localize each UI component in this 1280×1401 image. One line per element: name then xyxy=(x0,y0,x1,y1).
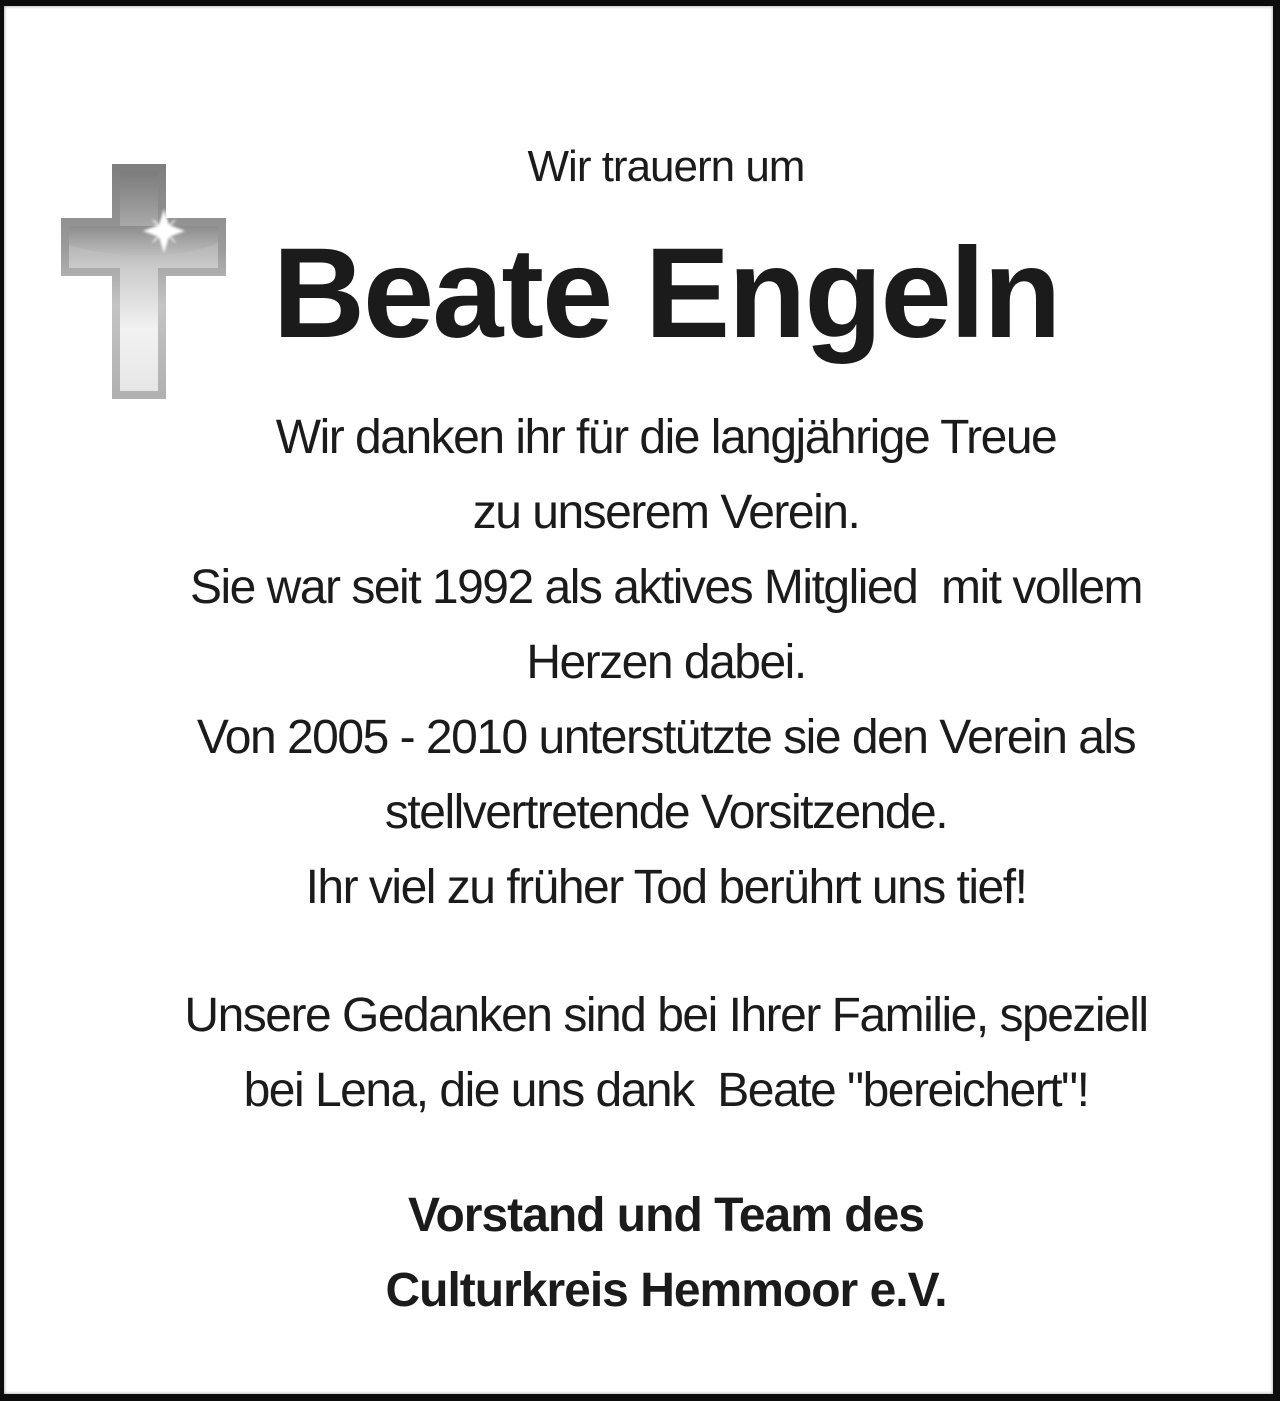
text-line: Von 2005 - 2010 unterstützte sie den Verein als xyxy=(196,711,1136,764)
tribute-text xyxy=(59,978,1273,1128)
obituary-text xyxy=(59,400,1273,925)
text-line: bei Lena, die uns dank Beate "bereichert"! xyxy=(243,1064,1089,1117)
notice-content xyxy=(4,142,1273,1328)
signature-line: Culturkreis Hemmoor e.V. xyxy=(385,1264,947,1317)
text-line: Unsere Gedanken sind bei Ihrer Familie, speziell xyxy=(184,989,1148,1042)
text-line: Wir danken ihr für die langjährige Treue xyxy=(275,411,1057,464)
text-line: Ihr viel zu früher Tod berührt uns tief! xyxy=(305,861,1027,914)
mourning-intro: Wir trauern um xyxy=(527,142,805,191)
text-line: Herzen dabei. xyxy=(526,636,806,689)
text-line: Sie war seit 1992 als aktives Mitglied mit vollem xyxy=(189,561,1143,614)
signature-line: Vorstand und Team des xyxy=(408,1189,924,1242)
signature-block xyxy=(59,1178,1273,1328)
text-line: zu unserem Verein. xyxy=(472,486,860,539)
text-line: stellvertretende Vorsitzende. xyxy=(384,786,948,839)
deceased-name: Beate Engeln xyxy=(272,222,1060,365)
